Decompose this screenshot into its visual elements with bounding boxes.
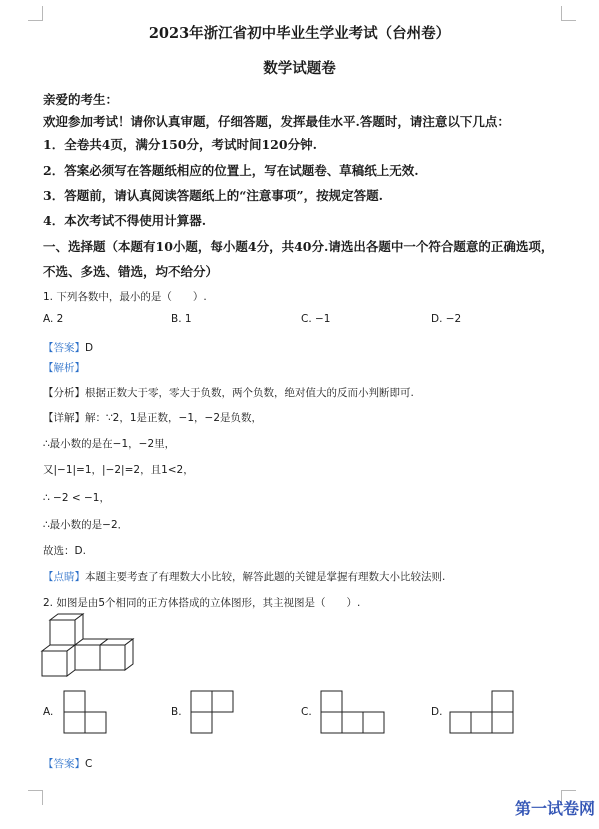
dianjing-text: 本题主要考查了有理数大小比较，解答此题的关键是掌握有理数大小比较法则. (85, 571, 446, 583)
q2-option-a-label: A. (43, 706, 54, 718)
cube-face (125, 639, 133, 670)
answer-value: D (85, 342, 94, 354)
q2-option-c-label: C. (301, 706, 312, 718)
welcome-text: 欢迎参加考试！请你认真审题，仔细答题，发挥最佳水平.答题时，请注意以下几点： (43, 114, 510, 129)
q1-step-4: ∴最小数的是−2． (43, 519, 129, 531)
note-1: 1．全卷共4页，满分150分，考试时间120分钟. (43, 137, 317, 152)
xiangjie-text: 解：∵2，1是正数，−1，−2是负数， (85, 412, 262, 424)
exam-title: 2023年浙江省初中毕业生学业考试（台州卷） (148, 25, 451, 42)
q1-option-d: D. −2 (431, 313, 462, 325)
q1-analysis-tag: 【解析】 (43, 362, 85, 374)
q1-option-a: A. 2 (43, 313, 64, 325)
crop-mark-top-right (561, 6, 576, 21)
note-3: 3．答题前，请认真阅读答题纸上的“注意事项”，按规定答题. (43, 188, 383, 203)
q1-xiangjie (43, 410, 262, 425)
exam-subtitle: 数学试题卷 (263, 60, 336, 77)
section-heading-line-1: 一、选择题（本题有10小题，每小题4分，共40分.请选出各题中一个符合题意的正确选项， (43, 239, 554, 254)
q1-option-c: C. −1 (301, 313, 331, 325)
q1-conclusion: 故选：D. (43, 545, 86, 557)
q1-answer (43, 336, 93, 355)
cube-face (50, 620, 75, 645)
note-4: 4．本次考试不得使用计算器. (43, 213, 207, 228)
q1-dianjing (43, 569, 445, 584)
q1-option-b: B. 1 (171, 313, 192, 325)
q2-solid-figure (40, 612, 132, 684)
q2-option-b-label: B. (171, 706, 182, 718)
note-2: 2．答案必须写在答题纸相应的位置上，写在试题卷、草稿纸上无效. (43, 163, 419, 178)
greeting: 亲爱的考生： (43, 92, 119, 107)
cube-face (67, 645, 75, 676)
q2-option-d-view (449, 690, 515, 734)
crop-mark-bottom-left (28, 790, 43, 805)
q2-option-d-label: D. (431, 706, 443, 718)
fenxi-tag: 【分析】 (43, 387, 85, 399)
answer-tag: 【答案】 (43, 758, 85, 770)
cube-face (75, 645, 100, 670)
crop-mark-top-left (28, 6, 43, 21)
q2-option-c-view (320, 690, 386, 734)
q1-stem: 1. 下列各数中，最小的是（ ）. (43, 291, 207, 303)
dianjing-tag: 【点睛】 (43, 571, 85, 583)
q2-option-a-view (63, 690, 107, 734)
q2-option-b-view (190, 690, 234, 734)
fenxi-text: 根据正数大于零，零大于负数，两个负数，绝对值大的反而小判断即可. (85, 387, 414, 399)
cube-face (42, 651, 67, 676)
q1-step-1: ∴最小数的是在−1，−2里， (43, 438, 176, 450)
cube-face (100, 645, 125, 670)
answer-tag: 【答案】 (43, 342, 85, 354)
q1-step-2: 又|−1|=1，|−2|=2，且1<2， (43, 464, 194, 476)
xiangjie-tag: 【详解】 (43, 412, 85, 424)
q1-fenxi (43, 385, 414, 400)
q2-stem: 2. 如图是由5个相同的正方体搭成的立体图形，其主视图是（ ）. (43, 597, 361, 609)
site-watermark: 第一试卷网 (514, 799, 595, 818)
answer-value: C (85, 758, 93, 770)
q2-answer (43, 752, 92, 771)
section-heading-line-2: 不选、多选、错选，均不给分） (43, 264, 219, 279)
q1-step-3: ∴ −2 < −1， (43, 492, 110, 504)
